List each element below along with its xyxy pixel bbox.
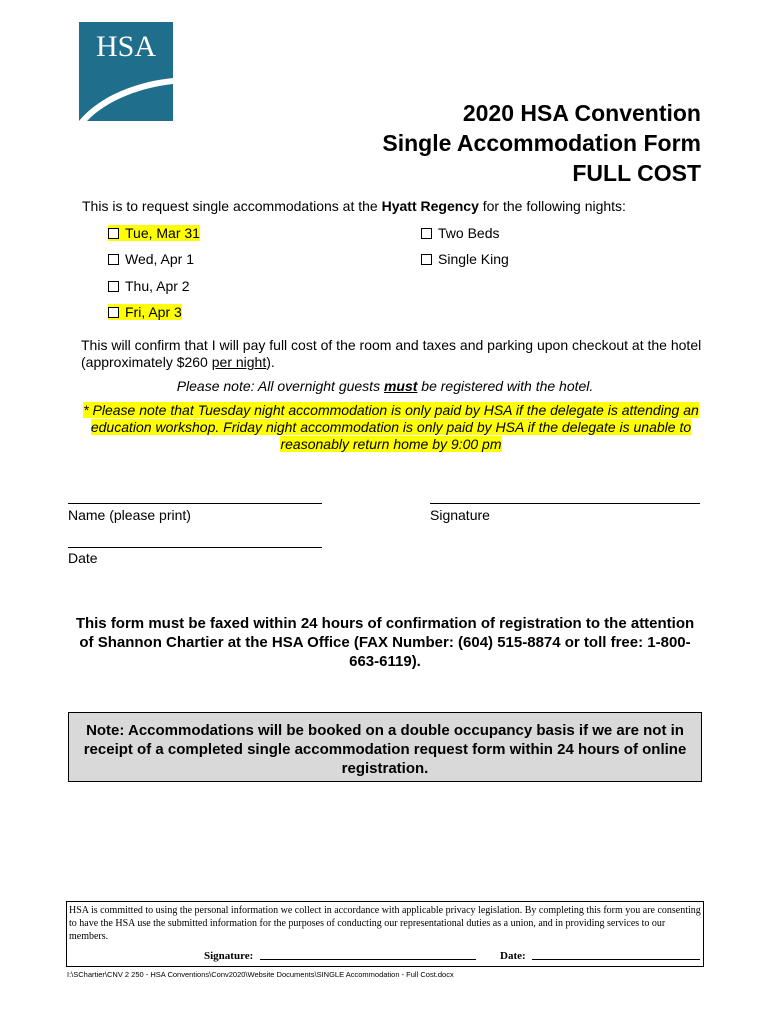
night-label: Thu, Apr 2 — [125, 278, 190, 294]
tuesday-note-line-1 — [0, 402, 770, 418]
signature-field-label: Signature — [430, 507, 490, 523]
hotel-name: Hyatt Regency — [381, 198, 479, 214]
tuesday-note-line-1-text: * Please note that Tuesday night accommodation is only paid by HSA if the delegate is attending an — [83, 402, 699, 418]
footer-file-path: I:\SChartier\CNV 2 250 - HSA Conventions\Conv2020\Website Documents\SINGLE Accommodation - Full Cost.docx — [67, 970, 454, 979]
checkbox-two-beds[interactable] — [421, 225, 499, 241]
tuesday-note-line-2 — [0, 419, 770, 435]
privacy-date-label: Date: — [500, 950, 526, 962]
logo-text: HSA — [95, 30, 157, 63]
checkbox-icon[interactable] — [108, 228, 119, 239]
night-label: Tue, Mar 31 — [125, 225, 200, 241]
checkbox-single-king[interactable] — [421, 251, 509, 267]
name-field-label: Name (please print) — [68, 507, 191, 523]
date-field-label: Date — [68, 550, 98, 566]
please-note-must: must — [383, 378, 418, 394]
fax-notice-line-1: This form must be faxed within 24 hours of confirmation of registration to the attention — [75, 615, 695, 632]
name-field-line[interactable] — [68, 503, 322, 504]
date-field-line[interactable] — [68, 547, 322, 548]
privacy-signature-label: Signature: — [204, 950, 254, 962]
tuesday-note-line-3-text: reasonably return home by 9:00 pm — [280, 436, 502, 452]
privacy-signature-row — [204, 950, 476, 963]
hsa-logo — [79, 22, 173, 121]
privacy-text: HSA is committed to using the personal information we collect in accordance with applicable privacy legislation. By completing this form you are consenting to have the HSA use the submitted information for the purposes of conducting our representational duties as a union, and in providing services to our members. — [69, 905, 701, 942]
intro-before: This is to request single accommodations at the — [82, 198, 382, 214]
tuesday-note-line-2-text: education workshop. Friday night accommodation is only paid by HSA if the delegate is unable to — [90, 419, 692, 435]
checkbox-night-wed[interactable] — [108, 251, 194, 267]
checkbox-icon[interactable] — [108, 307, 119, 318]
title-line-2: Single Accommodation Form — [382, 130, 701, 156]
please-note-before: Please note: All overnight guests — [176, 378, 384, 394]
confirm-line-2-before: (approximately $260 — [81, 354, 212, 370]
confirm-line-2 — [81, 354, 275, 370]
privacy-date-row — [500, 950, 700, 963]
bed-option-label: Single King — [438, 251, 509, 267]
checkbox-night-thu[interactable] — [108, 278, 190, 294]
per-night-underlined: per night — [211, 354, 267, 370]
title-line-3: FULL COST — [572, 160, 701, 186]
confirm-line-2-after: ). — [266, 354, 275, 370]
please-note — [0, 378, 770, 394]
signature-field-line[interactable] — [430, 503, 700, 504]
hsa-logo-graphic — [79, 22, 173, 121]
bed-option-label: Two Beds — [438, 225, 500, 241]
tuesday-note-line-3 — [0, 436, 770, 452]
privacy-signature-line[interactable] — [260, 959, 476, 960]
privacy-notice-box — [66, 901, 704, 967]
please-note-after: be registered with the hotel. — [417, 378, 594, 394]
title-line-1: 2020 HSA Convention — [462, 100, 701, 126]
note-box-line-1: Note: Accommodations will be booked on a double occupancy basis if we are not in — [86, 722, 684, 739]
fax-notice-line-2: of Shannon Chartier at the HSA Office (FAX Number: (604) 515-8874 or toll free: 1-800- — [79, 634, 691, 651]
confirm-line-1: This will confirm that I will pay full cost of the room and taxes and parking upon checkout at the hotel — [81, 337, 702, 353]
night-label: Fri, Apr 3 — [125, 304, 182, 320]
checkbox-night-fri[interactable] — [108, 304, 182, 320]
checkbox-icon[interactable] — [421, 254, 432, 265]
privacy-date-line[interactable] — [532, 959, 700, 960]
intro-text — [82, 198, 626, 214]
night-label: Wed, Apr 1 — [125, 251, 195, 267]
checkbox-icon[interactable] — [421, 228, 432, 239]
fax-notice-line-3: 663-6119). — [349, 653, 421, 670]
intro-after: for the following nights: — [478, 198, 626, 214]
occupancy-note-box — [68, 712, 702, 782]
checkbox-icon[interactable] — [108, 281, 119, 292]
checkbox-night-tue[interactable] — [108, 225, 200, 241]
checkbox-icon[interactable] — [108, 254, 119, 265]
note-box-line-2: receipt of a completed single accommodation request form within 24 hours of online — [83, 741, 687, 758]
note-box-line-3: registration. — [341, 760, 429, 777]
